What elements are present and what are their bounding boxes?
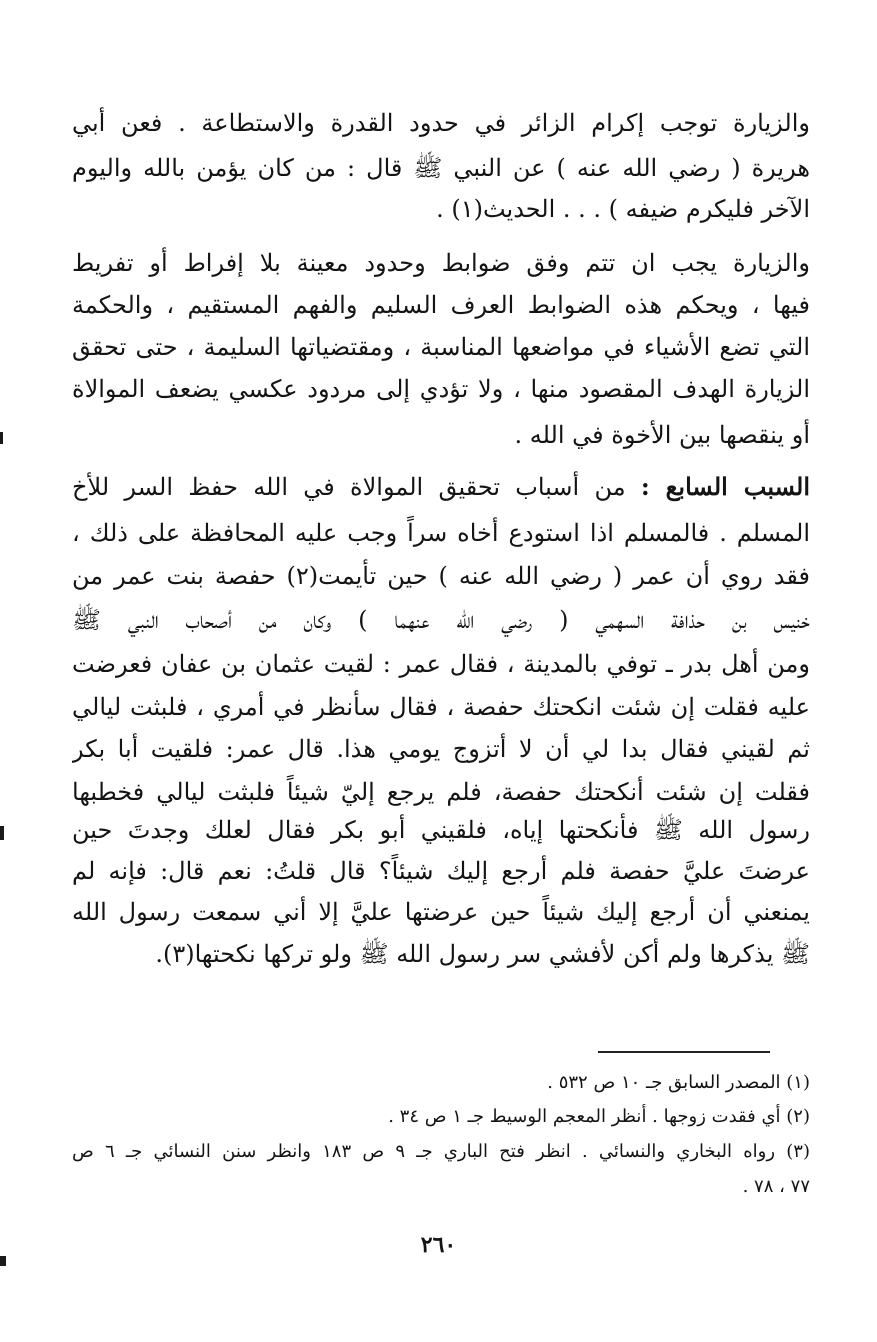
scan-edge-mark-middle [0,826,4,840]
scan-edge-mark-top [0,432,3,444]
paragraph-3-line-12: ﷺ يذكرها ولم أكن لأفشي سر رسول الله ﷺ ولو تركها نكحتها(٣). [155,940,810,968]
paragraph-2-line-2: فيها ، ويحكم هذه الضوابط العرف السليم والفهم المستقيم ، والحكمة [72,291,810,319]
paragraph-3-line-7: ثم لقيني فقال بدا لي أن لا أتزوج يومي هذا. قال عمر: فلقيت أبا بكر [72,735,810,763]
paragraph-3-line-4: خنيس بن حذافة السهمي ( رضي الله عنهما ) وكان من أصحاب النبي ﷺ [72,606,810,634]
paragraph-2-line-3: التي تضع الأشياء في مواضعها المناسبة ، ومقتضياتها السليمة ، حتى تحقق [72,333,810,361]
paragraph-2-line-1: والزيارة يجب ان تتم وفق ضوابط وحدود معينة بلا إفراط أو تفريط [72,249,810,277]
paragraph-2-line-5: أو ينقصها بين الأخوة في الله . [514,421,810,449]
paragraph-3-line-6: عليه فقلت إن شئت انكحتك حفصة ، فقال سأنظر في أمري ، فلبثت ليالي [72,693,810,721]
paragraph-2-line-4: الزيارة الهدف المقصود منها ، ولا تؤدي إلى مردود عكسي يضعف الموالاة [72,375,810,403]
paragraph-3-line-5: ومن أهل بدر ـ توفي بالمدينة ، فقال عمر : لقيت عثمان بن عفان فعرضت [72,650,810,678]
paragraph-3-line-1-text: من أسباب تحقيق الموالاة في الله حفظ السر للأخ [72,473,626,501]
footnote-1: (١) المصدر السابق جـ ١٠ ص ٥٣٢ . [547,1072,810,1093]
paragraph-3-line-8: فقلت إن شئت أنكحتك حفصة، فلم يرجع إليّ شيئاً فلبثت ليالي فخطبها [72,778,810,806]
page-number: ٢٦٠ [420,1232,457,1258]
footnote-3-line-2: ٧٧ ، ٧٨ . [742,1176,810,1197]
paragraph-3-line-1 [72,463,810,511]
footnote-2: (٢) أي فقدت زوجها . أنظر المعجم الوسيط جـ ١ ص ٣٤ . [388,1106,810,1127]
footnote-3-line-1: (٣) رواه البخاري والنسائي . انظر فتح الباري جـ ٩ ص ١٨٣ وانظر سنن النسائي جـ ٦ ص [72,1141,810,1162]
paragraph-3-line-3: فقد روي أن عمر ( رضي الله عنه ) حين تأيمت(٢) حفصة بنت عمر من [72,562,810,590]
paragraph-1-line-2: هريرة ( رضي الله عنه ) عن النبي ﷺ قال : من كان يؤمن بالله واليوم [72,154,810,182]
footnote-separator [598,1051,770,1053]
paragraph-3-line-11: يمنعني أن أرجع إليك شيئاً حين عرضتها عليَّ إلا أني سمعت رسول الله [72,898,810,926]
section-heading: السبب السابع : [640,472,810,501]
paragraph-3-line-9: رسول الله ﷺ فأنكحتها إياه، فلقيني أبو بكر فقال لعلك وجدتَ حين [72,816,810,844]
paragraph-3-line-2: المسلم . فالمسلم اذا استودع أخاه سراً وجب عليه المحافظة على ذلك ، [72,519,810,547]
paragraph-3-line-10: عرضتَ عليَّ حفصة فلم أرجع إليك شيئاً؟ قال قلتُ: نعم قال: فإنه لم [72,857,810,885]
paragraph-1-line-1: والزيارة توجب إكرام الزائر في حدود القدرة والاستطاعة . فعن أبي [72,109,810,137]
paragraph-1-line-3: الآخر فليكرم ضيفه ) . . . الحديث(١) . [436,195,810,223]
